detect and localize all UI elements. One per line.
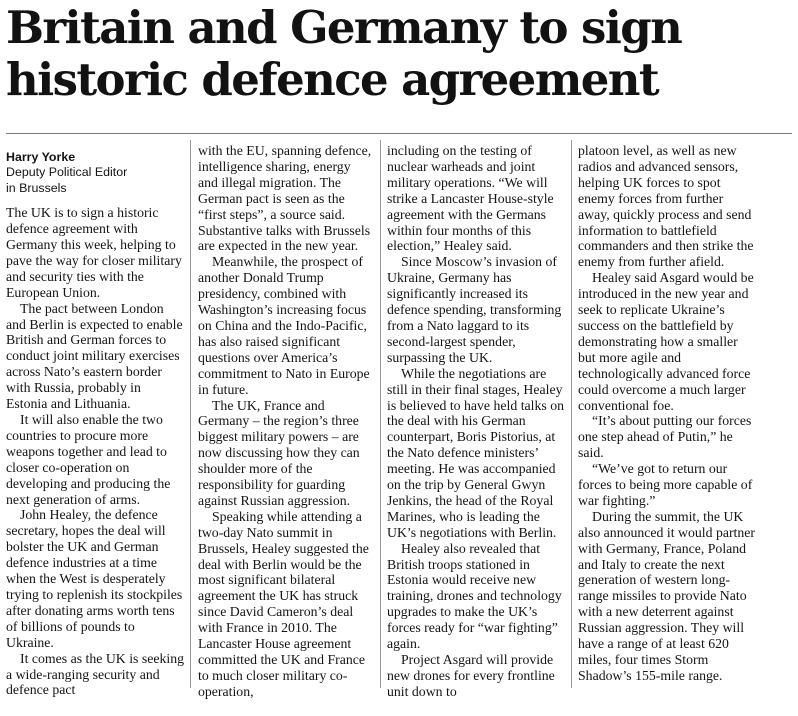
column-divider: [380, 140, 381, 688]
article-column-2: [198, 143, 373, 709]
headline: Britain and Germany to sign historic defence agreement: [6, 1, 682, 106]
byline-location: in Brussels: [6, 180, 67, 195]
paragraph: with the EU, spanning defence, intelligence sharing, energy and illegal migration. The German pact is seen as the “first steps”, a source said. Substantive talks with Brussels are expected in the new year.: [198, 143, 372, 254]
paragraph: The UK is to sign a historic defence agreement with Germany this week, helping to pave the way for closer military and security ties with the European Union.: [6, 205, 182, 300]
article-column-3: [387, 143, 565, 709]
paragraph: It will also enable the two countries to procure more weapons together and lead to closer co-operation on developing and producing the next generation of arms.: [6, 412, 171, 507]
paragraph: Speaking while attending a two-day Nato summit in Brussels, Healey suggested the deal with Berlin would be the most significant bilateral agreement the UK has struck since David Cameron’s deal with France in 2010. The Lancaster House agreement committed the UK and France to much closer military co-operation,: [198, 508, 369, 699]
paragraph: including on the testing of nuclear warheads and joint military operations. “We will strike a Lancaster House-style agreement with the Germans within four months of this election,” Healey said.: [387, 143, 554, 254]
paragraph: While the negotiations are still in their final stages, Healey is believed to have held talks on the deal with his German counterpart, Boris Pistorius, at the Nato defence ministers’ meeting. He was accompanied on the trip by General Gwyn Jenkins, the head of the Royal Marines, who is leading the UK’s negotiations with Berlin.: [387, 365, 565, 540]
paragraph: Healey said Asgard would be introduced in the new year and seek to replicate Ukraine’s success on the battlefield by demonstrating how a smaller but more agile and technologically advanced force could overcome a much larger conventional foe.: [578, 270, 754, 413]
paragraph: platoon level, as well as new radios and advanced sensors, helping UK forces to spot enemy forces from further away, quickly process and send information to battlefield commanders and then strike the enemy from further afield.: [578, 143, 754, 270]
paragraph: Healey also revealed that British troops stationed in Estonia would receive new training, drones and technology upgrades to make the UK’s forces ready for “war fighting” again.: [387, 540, 562, 652]
byline-role: Deputy Political Editor: [6, 165, 128, 180]
paragraph: John Healey, the defence secretary, hopes the deal will bolster the UK and German defence industries at a time when the West is desperately trying to replenish its stockpiles after donating arms worth tens of billions of pounds to Ukraine.: [6, 507, 183, 650]
paragraph: Meanwhile, the prospect of another Donald Trump presidency, combined with Washington’s increasing focus on China and the Indo-Pacific, has also raised significant questions over America’s commitment to Nato in Europe in future.: [198, 254, 370, 397]
byline-author: Harry Yorke: [6, 150, 76, 164]
paragraph: The pact between London and Berlin is expected to enable British and German forces to conduct joint military exercises across Nato’s eastern border with Russia, probably in Estonia and Lithuania.: [6, 300, 183, 412]
paragraph: The UK, France and Germany – the region’s three biggest military powers – are now discussing how they can shoulder more of the responsibility for guarding against Russian aggression.: [198, 397, 360, 508]
article-column-4: [578, 143, 758, 709]
paragraph: “We’ve got to return our forces to being more capable of war fighting.”: [578, 461, 753, 508]
paragraph: Project Asgard will provide new drones for every frontline unit down to: [387, 652, 555, 699]
paragraph: It comes as the UK is seeking a wide-ranging security and defence pact: [6, 650, 184, 698]
paragraph: Since Moscow’s invasion of Ukraine, Germany has significantly increased its defence spending, transforming from a Nato laggard to its second-largest spender, surpassing the UK.: [387, 254, 562, 365]
article-column-1: [6, 150, 184, 716]
byline: [6, 150, 184, 196]
headline-rule: [6, 133, 792, 134]
paragraph: During the summit, the UK also announced it would partner with Germany, France, Poland and Italy to create the next generation of western long-range missiles to provide Nato with a new deterrent against Russian aggression. They will have a range of at least 620 miles, four times Storm Shadow’s 155-mile range.: [578, 508, 756, 683]
column-divider: [190, 140, 191, 688]
paragraph: “It’s about putting our forces one step ahead of Putin,” he said.: [578, 413, 752, 461]
column-divider: [571, 140, 572, 688]
